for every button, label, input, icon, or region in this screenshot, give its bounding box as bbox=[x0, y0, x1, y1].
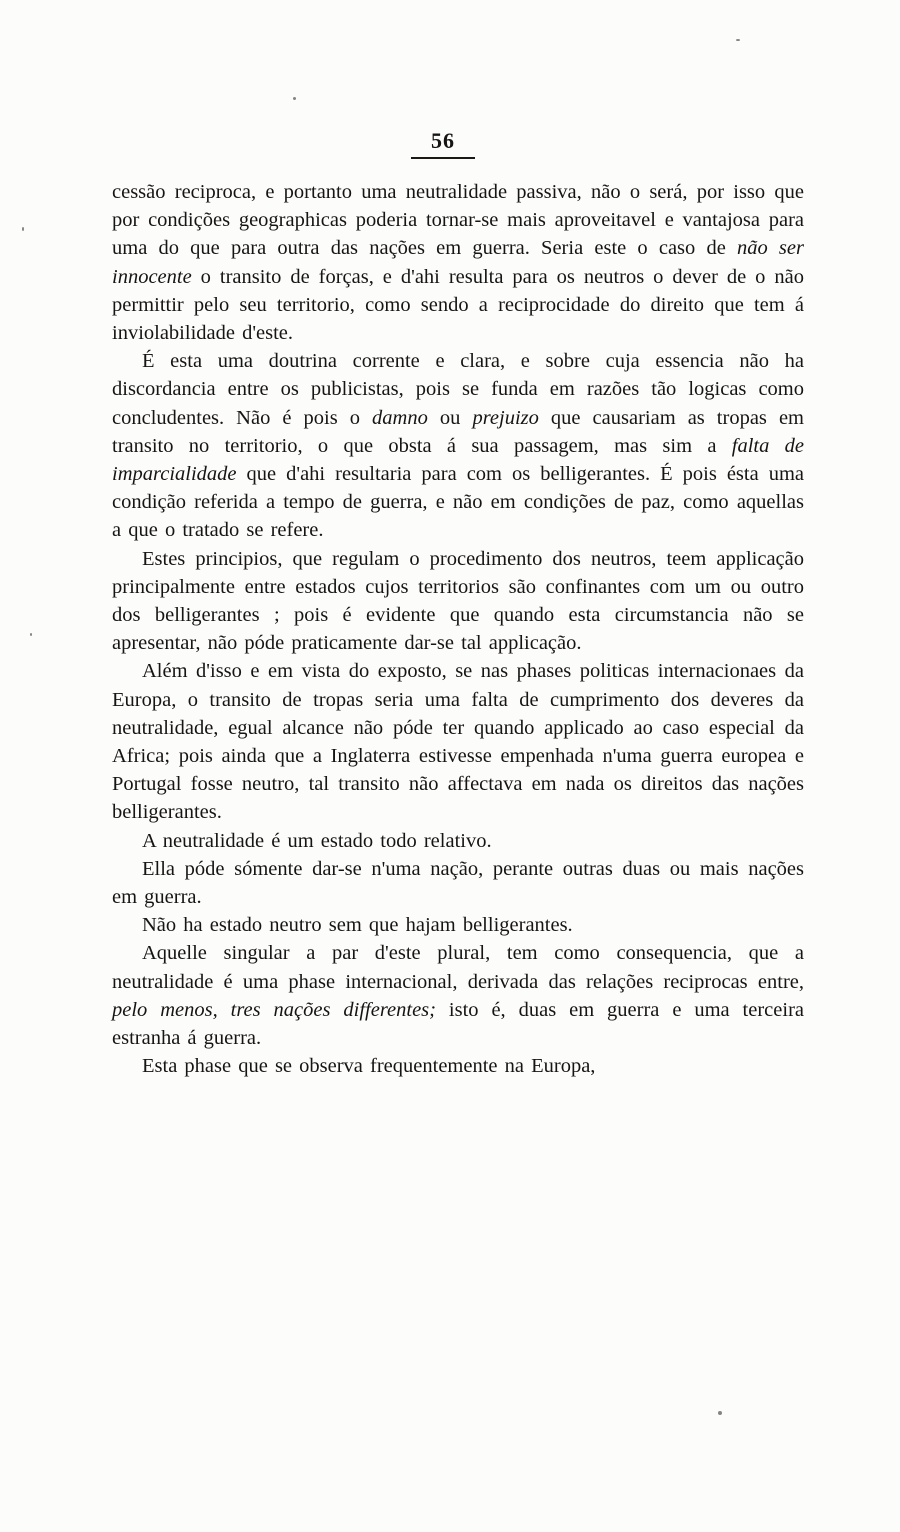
italic-text-run: falta de imparcialidade bbox=[112, 434, 804, 486]
text-run: Esta phase que se observa frequentemente na Europa, bbox=[142, 1055, 596, 1078]
text-run: Estes principios, que regulam o procedimento dos neutros, teem applicação principalmente entre estados cujos territorios são confinantes com um ou outro dos belligerantes ; pois é evidente que quando esta circumstancia não se apresentar, não póde praticamente dar-se tal applicação. bbox=[112, 547, 804, 655]
text-run: cessão reciproca, e portanto uma neutralidade passiva, não o será, por isso que por condições geographicas poderia tornar-se mais aproveitavel e vantajosa para uma do que para outra das nações em guerra. Seria este o caso de bbox=[112, 181, 804, 260]
scan-speck bbox=[718, 1411, 722, 1415]
text-run: Não ha estado neutro sem que hajam belligerantes. bbox=[142, 914, 573, 937]
text-run: É esta uma doutrina corrente e clara, e sobre cuja essencia não ha discordancia entre os publicistas, pois se funda em razões tão logicas como concludentes. Não é pois o bbox=[112, 350, 804, 429]
paragraph bbox=[112, 855, 804, 911]
scan-speck bbox=[30, 633, 32, 636]
paragraph bbox=[112, 545, 804, 658]
page-number: 56 bbox=[0, 128, 886, 159]
italic-text-run: não ser innocente bbox=[112, 237, 804, 288]
paragraph bbox=[112, 939, 804, 1052]
text-run: isto é, duas em guerra e uma terceira estranha á guerra. bbox=[112, 998, 804, 1050]
scan-speck bbox=[22, 227, 24, 231]
paragraph bbox=[112, 827, 804, 855]
text-run: Além d'isso e em vista do exposto, se nas phases politicas internacionaes da Europa, o transito de tropas seria uma falta de cumprimento dos deveres da neutralidade, egual alcance não póde ter quando applicado ao caso especial da Africa; pois ainda que a Inglaterra estivesse empenhada n'uma guerra europea e Portugal fosse neutro, tal transito não affectava em nada os direitos das nações belligerantes. bbox=[112, 660, 804, 824]
paragraph bbox=[112, 347, 804, 544]
text-run: A neutralidade é um estado todo relativo. bbox=[142, 829, 492, 852]
italic-text-run: damno bbox=[372, 406, 428, 429]
paragraph bbox=[112, 1052, 804, 1080]
text-run: o transito de forças, e d'ahi resulta para os neutros o dever de o não permittir pelo seu territorio, como sendo a reciprocidade do direito que tem á inviolabilidade d'este. bbox=[112, 265, 804, 345]
paragraph bbox=[112, 911, 804, 939]
text-run: Aquelle singular a par d'este plural, tem como consequencia, que a neutralidade é uma phase internacional, derivada das relações reciprocas entre, bbox=[112, 942, 804, 993]
text-run: ou bbox=[427, 406, 473, 429]
paragraph bbox=[112, 657, 804, 826]
scan-speck bbox=[293, 97, 296, 100]
text-run: Ella póde sómente dar-se n'uma nação, perante outras duas ou mais nações em guerra. bbox=[112, 857, 804, 909]
italic-text-run: pelo menos, tres nações differentes; bbox=[112, 998, 436, 1021]
text-run: que d'ahi resultaria para com os belligerantes. É pois ésta uma condição referida a tempo de guerra, e não em condições de paz, como aquellas a que o tratado se refere. bbox=[112, 463, 804, 542]
page-body bbox=[112, 178, 804, 1081]
paragraph bbox=[112, 178, 804, 347]
italic-text-run: prejuizo bbox=[472, 406, 539, 429]
scan-speck bbox=[736, 39, 740, 41]
text-run: que causariam as tropas em transito no territorio, o que obsta á sua passagem, mas sim a bbox=[112, 406, 804, 457]
